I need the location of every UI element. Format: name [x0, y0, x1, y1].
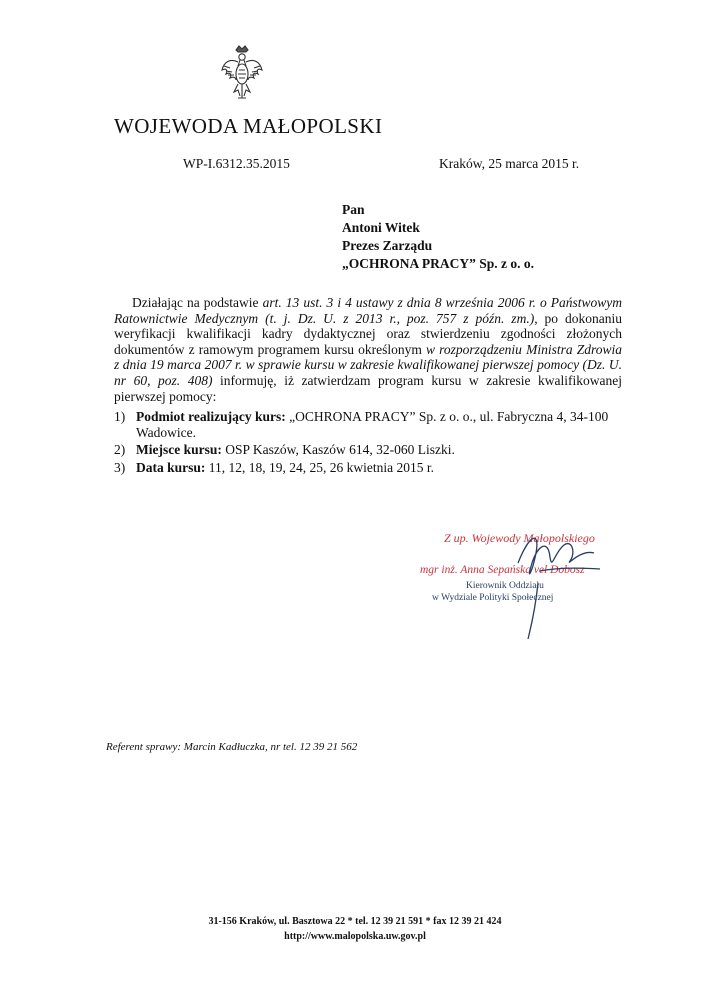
list-number: 3)	[114, 459, 126, 475]
signature-block	[420, 531, 640, 651]
list-label: Miejsce kursu:	[136, 442, 222, 458]
body-legal-basis: art. 13 ust. 3 i 4 ustawy z dnia 8 września 2006 r. o Państwowym Ratownictwie Medycznym (t. j. Dz. U. z 2013 r., poz. 757 z późn. zm.)	[114, 295, 622, 326]
list-value: „OCHRONA PRACY” Sp. z o. o., ul. Fabryczna 4, 34-100 Wadowice.	[136, 409, 609, 440]
office-title: WOJEWODA MAŁOPOLSKI	[114, 114, 383, 138]
handwritten-signature-icon	[510, 523, 610, 643]
course-details-list	[114, 409, 624, 477]
signature-authority: Z up. Wojewody Małopolskiego	[444, 531, 595, 545]
list-value: OSP Kaszów, Kaszów 614, 32-060 Liszki.	[221, 442, 455, 458]
signatory-department: w Wydziale Polityki Społecznej	[432, 593, 554, 603]
list-label: Data kursu:	[136, 459, 206, 475]
eagle-emblem-icon	[220, 44, 264, 102]
recipient-block	[342, 201, 534, 273]
list-number: 1)	[114, 409, 126, 424]
list-item	[114, 442, 624, 458]
recipient-company: „OCHRONA PRACY” Sp. z o. o.	[342, 256, 535, 271]
body-paragraph	[114, 295, 622, 404]
list-item	[114, 460, 624, 476]
footer-url[interactable]: http://www.malopolska.uw.gov.pl	[284, 931, 426, 942]
body-regulation: w rozporządzeniu Ministra Zdrowia z dnia 19 marca 2007 r. w sprawie kursu w zakresie kwalifikowanej pierwszej pomocy (Dz. U. nr 60, poz. 408)	[114, 341, 622, 388]
recipient-position: Prezes Zarządu	[342, 238, 433, 253]
body-text-1: Działając na podstawie	[132, 295, 263, 310]
body-text-2: , po dokonaniu weryfikacji kwalifikacji kadry dydaktycznej oraz stwierdzeniu zgodności złożonych dokumentów z ramowym programem kursu określonym	[114, 310, 622, 357]
letter-body	[114, 295, 622, 404]
list-value: 11, 12, 18, 19, 24, 25, 26 kwietnia 2015 r.	[205, 459, 435, 475]
list-number: 2)	[114, 442, 126, 458]
recipient-salutation: Pan	[342, 202, 365, 217]
list-item	[114, 409, 624, 440]
recipient-name: Antoni Witek	[342, 220, 420, 235]
body-text-3: informuję, iż zatwierdzam program kursu w zakresie kwalifikowanej pierwszej pomocy:	[114, 372, 622, 404]
place-and-date: Kraków, 25 marca 2015 r.	[439, 156, 580, 171]
reference-number: WP-I.6312.35.2015	[183, 156, 290, 171]
footer-address: 31-156 Kraków, ul. Basztowa 22 * tel. 12 39 21 591 * fax 12 39 21 424	[208, 916, 502, 927]
signatory-name: mgr inż. Anna Sepańska vel Dobosz	[420, 564, 585, 576]
list-label: Podmiot realizujący kurs:	[136, 409, 286, 424]
signatory-title: Kierownik Oddziału	[466, 581, 544, 591]
case-officer-note: Referent sprawy: Marcin Kadłuczka, nr tel. 12 39 21 562	[106, 741, 358, 753]
